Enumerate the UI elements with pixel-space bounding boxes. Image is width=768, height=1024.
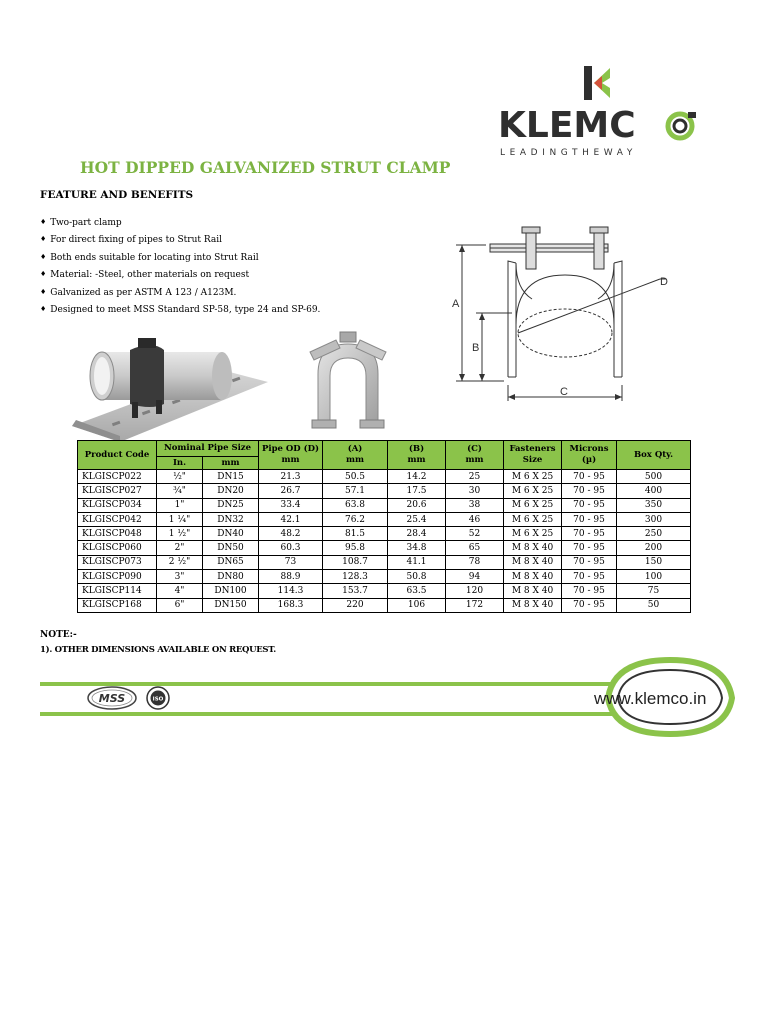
diagram-label-c: C bbox=[560, 386, 568, 398]
cell-pipe-od: 73 bbox=[259, 555, 323, 569]
klemco-logo bbox=[498, 66, 708, 162]
header-c: (C) mm bbox=[446, 441, 504, 470]
cell-microns: 70 - 95 bbox=[562, 498, 617, 512]
cell-c: 120 bbox=[446, 584, 504, 598]
cell-b: 17.5 bbox=[388, 484, 446, 498]
features-list bbox=[40, 214, 320, 318]
website-link[interactable]: www.klemco.in bbox=[594, 689, 707, 708]
cell-nominal-in: 3" bbox=[157, 570, 203, 584]
cell-nominal-in: 6" bbox=[157, 598, 203, 612]
header-box-qty: Box Qty. bbox=[617, 441, 691, 470]
cell-nominal-mm: DN15 bbox=[203, 470, 259, 484]
cell-box-qty: 500 bbox=[617, 470, 691, 484]
diamond-bullet-icon: ♦ bbox=[40, 235, 47, 244]
cell-fasteners: M 8 X 40 bbox=[504, 584, 562, 598]
cell-nominal-mm: DN100 bbox=[203, 584, 259, 598]
cell-pipe-od: 48.2 bbox=[259, 527, 323, 541]
diamond-bullet-icon: ♦ bbox=[40, 218, 47, 226]
cell-fasteners: M 8 X 40 bbox=[504, 570, 562, 584]
cell-microns: 70 - 95 bbox=[562, 527, 617, 541]
cell-fasteners: M 8 X 40 bbox=[504, 541, 562, 555]
features-heading: FEATURE AND BENEFITS bbox=[40, 189, 194, 201]
cell-fasteners: M 6 X 25 bbox=[504, 498, 562, 512]
svg-text:MSS: MSS bbox=[98, 692, 126, 705]
cell-pipe-od: 114.3 bbox=[259, 584, 323, 598]
cell-a: 220 bbox=[323, 598, 388, 612]
cell-box-qty: 300 bbox=[617, 512, 691, 526]
cell-product-code: KLGISCP048 bbox=[78, 527, 157, 541]
cell-nominal-in: 1 ¼" bbox=[157, 512, 203, 526]
header-b: (B) mm bbox=[388, 441, 446, 470]
table-row bbox=[78, 484, 691, 498]
clamp-dimension-diagram bbox=[442, 215, 702, 407]
cell-nominal-mm: DN20 bbox=[203, 484, 259, 498]
header-nominal-mm: mm bbox=[203, 457, 259, 470]
cell-fasteners: M 6 X 25 bbox=[504, 484, 562, 498]
cell-b: 41.1 bbox=[388, 555, 446, 569]
cell-b: 25.4 bbox=[388, 512, 446, 526]
header-a: (A) mm bbox=[323, 441, 388, 470]
table-row bbox=[78, 570, 691, 584]
cell-pipe-od: 26.7 bbox=[259, 484, 323, 498]
cell-a: 81.5 bbox=[323, 527, 388, 541]
cell-nominal-in: 2 ½" bbox=[157, 555, 203, 569]
header-microns: Microns (µ) bbox=[562, 441, 617, 470]
cell-box-qty: 250 bbox=[617, 527, 691, 541]
cell-fasteners: M 8 X 40 bbox=[504, 555, 562, 569]
cell-a: 63.8 bbox=[323, 498, 388, 512]
cell-c: 46 bbox=[446, 512, 504, 526]
cell-nominal-in: ½" bbox=[157, 470, 203, 484]
header-product-code: Product Code bbox=[78, 441, 157, 470]
cell-nominal-mm: DN25 bbox=[203, 498, 259, 512]
table-row bbox=[78, 598, 691, 612]
cell-microns: 70 - 95 bbox=[562, 584, 617, 598]
cell-microns: 70 - 95 bbox=[562, 512, 617, 526]
cell-b: 34.8 bbox=[388, 541, 446, 555]
cell-c: 25 bbox=[446, 470, 504, 484]
diamond-bullet-icon: ♦ bbox=[40, 304, 47, 313]
cell-product-code: KLGISCP090 bbox=[78, 570, 157, 584]
cell-microns: 70 - 95 bbox=[562, 470, 617, 484]
cell-pipe-od: 88.9 bbox=[259, 570, 323, 584]
table-row bbox=[78, 584, 691, 598]
cell-c: 52 bbox=[446, 527, 504, 541]
cell-nominal-mm: DN65 bbox=[203, 555, 259, 569]
document-title: HOT DIPPED GALVANIZED STRUT CLAMP bbox=[80, 158, 451, 177]
diamond-bullet-icon: ♦ bbox=[40, 287, 47, 296]
cell-a: 128.3 bbox=[323, 570, 388, 584]
cell-box-qty: 200 bbox=[617, 541, 691, 555]
cell-a: 108.7 bbox=[323, 555, 388, 569]
cell-product-code: KLGISCP042 bbox=[78, 512, 157, 526]
cell-a: 76.2 bbox=[323, 512, 388, 526]
cell-microns: 70 - 95 bbox=[562, 541, 617, 555]
cell-product-code: KLGISCP073 bbox=[78, 555, 157, 569]
cell-c: 172 bbox=[446, 598, 504, 612]
cell-b: 28.4 bbox=[388, 527, 446, 541]
cell-b: 14.2 bbox=[388, 470, 446, 484]
cell-pipe-od: 21.3 bbox=[259, 470, 323, 484]
cell-fasteners: M 6 X 25 bbox=[504, 470, 562, 484]
cell-pipe-od: 33.4 bbox=[259, 498, 323, 512]
strut-clamp-photo bbox=[296, 328, 400, 432]
cell-microns: 70 - 95 bbox=[562, 555, 617, 569]
cell-a: 50.5 bbox=[323, 470, 388, 484]
cell-nominal-mm: DN32 bbox=[203, 512, 259, 526]
cell-c: 78 bbox=[446, 555, 504, 569]
mss-certification-logo bbox=[86, 686, 138, 710]
header-nominal-in: In. bbox=[157, 457, 203, 470]
diagram-label-b: B bbox=[472, 342, 480, 354]
svg-text:ISO: ISO bbox=[152, 696, 164, 703]
cell-product-code: KLGISCP034 bbox=[78, 498, 157, 512]
cell-nominal-mm: DN150 bbox=[203, 598, 259, 612]
header-pipe-od: Pipe OD (D) mm bbox=[259, 441, 323, 470]
cell-nominal-mm: DN40 bbox=[203, 527, 259, 541]
cell-product-code: KLGISCP027 bbox=[78, 484, 157, 498]
cell-b: 50.8 bbox=[388, 570, 446, 584]
feature-item: ♦ Designed to meet MSS Standard SP-58, type 24 and SP-69. bbox=[40, 304, 321, 315]
cell-b: 106 bbox=[388, 598, 446, 612]
table-body bbox=[78, 470, 691, 613]
iso-certification-logo bbox=[146, 686, 170, 710]
table-row bbox=[78, 512, 691, 526]
cell-microns: 70 - 95 bbox=[562, 484, 617, 498]
diamond-bullet-icon: ♦ bbox=[40, 270, 47, 279]
cell-microns: 70 - 95 bbox=[562, 598, 617, 612]
cell-pipe-od: 42.1 bbox=[259, 512, 323, 526]
cell-box-qty: 75 bbox=[617, 584, 691, 598]
cell-b: 20.6 bbox=[388, 498, 446, 512]
cell-nominal-in: 2" bbox=[157, 541, 203, 555]
cell-fasteners: M 6 X 25 bbox=[504, 527, 562, 541]
feature-item: ♦ For direct fixing of pipes to Strut Rail bbox=[40, 235, 222, 246]
cell-a: 153.7 bbox=[323, 584, 388, 598]
cell-product-code: KLGISCP022 bbox=[78, 470, 157, 484]
cell-product-code: KLGISCP060 bbox=[78, 541, 157, 555]
brand-tagline: LEADINGTHEWAY bbox=[500, 148, 637, 158]
cell-nominal-in: 1 ½" bbox=[157, 527, 203, 541]
feature-item: ♦ Galvanized as per ASTM A 123 / A123M. bbox=[40, 287, 237, 298]
cell-c: 38 bbox=[446, 498, 504, 512]
table-row bbox=[78, 541, 691, 555]
cell-a: 95.8 bbox=[323, 541, 388, 555]
cell-nominal-in: 4" bbox=[157, 584, 203, 598]
diagram-label-a: A bbox=[452, 298, 460, 310]
cell-nominal-mm: DN50 bbox=[203, 541, 259, 555]
pipe-clamp-o-icon bbox=[664, 108, 698, 142]
header-fasteners: Fasteners Size bbox=[504, 441, 562, 470]
clamp-on-rail-photo bbox=[72, 330, 268, 442]
cell-pipe-od: 60.3 bbox=[259, 541, 323, 555]
feature-item: ♦ Two-part clamp bbox=[40, 218, 122, 228]
cell-a: 57.1 bbox=[323, 484, 388, 498]
brand-wordmark: KLEMC bbox=[498, 105, 636, 146]
diamond-bullet-icon: ♦ bbox=[40, 252, 47, 261]
klemco-k-mark-icon bbox=[584, 66, 612, 100]
cell-box-qty: 50 bbox=[617, 598, 691, 612]
table-row bbox=[78, 555, 691, 569]
cell-c: 65 bbox=[446, 541, 504, 555]
cell-nominal-in: 1" bbox=[157, 498, 203, 512]
cell-fasteners: M 8 X 40 bbox=[504, 598, 562, 612]
cell-pipe-od: 168.3 bbox=[259, 598, 323, 612]
cell-box-qty: 400 bbox=[617, 484, 691, 498]
note-label: NOTE:- bbox=[40, 630, 77, 640]
cell-product-code: KLGISCP168 bbox=[78, 598, 157, 612]
diagram-label-d: D bbox=[660, 276, 668, 288]
cell-box-qty: 150 bbox=[617, 555, 691, 569]
table-row bbox=[78, 498, 691, 512]
cell-microns: 70 - 95 bbox=[562, 570, 617, 584]
note-text: 1). OTHER DIMENSIONS AVAILABLE ON REQUEST. bbox=[40, 645, 276, 655]
cell-fasteners: M 6 X 25 bbox=[504, 512, 562, 526]
feature-item: ♦ Both ends suitable for locating into Strut Rail bbox=[40, 252, 259, 263]
cell-box-qty: 350 bbox=[617, 498, 691, 512]
specification-table bbox=[77, 440, 691, 613]
cell-product-code: KLGISCP114 bbox=[78, 584, 157, 598]
cell-c: 94 bbox=[446, 570, 504, 584]
feature-item: ♦ Material: -Steel, other materials on request bbox=[40, 270, 250, 281]
cell-b: 63.5 bbox=[388, 584, 446, 598]
table-row bbox=[78, 527, 691, 541]
header-nominal-pipe-size: Nominal Pipe Size bbox=[157, 441, 259, 457]
cell-box-qty: 100 bbox=[617, 570, 691, 584]
cell-nominal-mm: DN80 bbox=[203, 570, 259, 584]
cell-c: 30 bbox=[446, 484, 504, 498]
table-row bbox=[78, 470, 691, 484]
cell-nominal-in: ¾" bbox=[157, 484, 203, 498]
